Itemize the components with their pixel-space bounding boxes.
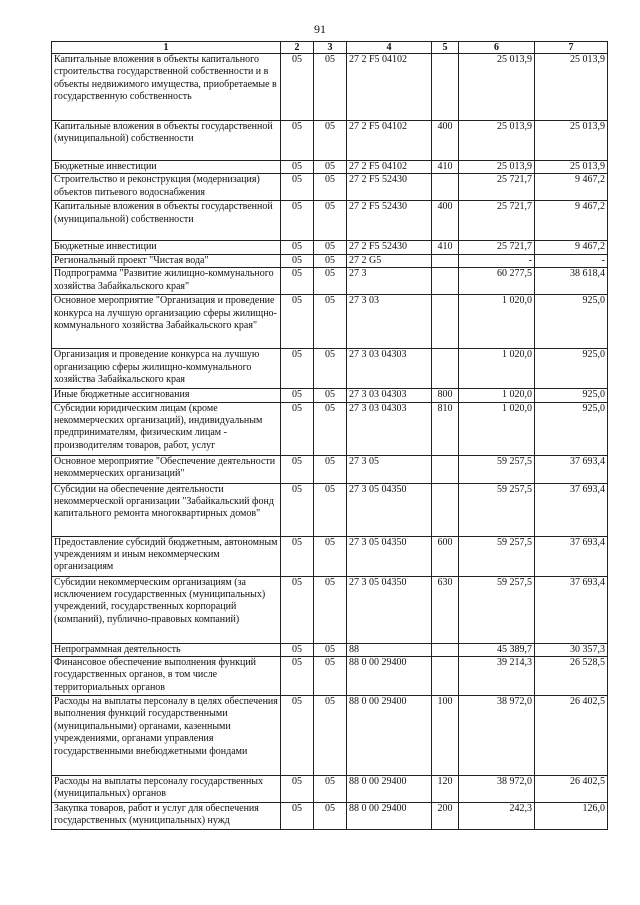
table-row <box>52 54 608 121</box>
table-row <box>52 174 608 201</box>
row-name-cell: Подпрограмма "Развитие жилищно-коммунального хозяйства Забайкальского края" <box>52 268 281 295</box>
table-row <box>52 776 608 803</box>
row-c2-cell: 05 <box>281 776 314 803</box>
row-c6-cell: 1 020,0 <box>459 402 535 455</box>
row-c2-cell: 05 <box>281 803 314 830</box>
row-c5-cell: 810 <box>432 402 459 455</box>
row-name-cell: Субсидии некоммерческим организациям (за исключением государственных (муниципальных) учреждений, государственных корпораций (компаний), публично-правовых компаний) <box>52 576 281 643</box>
column-header: 1 <box>52 42 281 54</box>
row-c4-cell: 27 3 03 <box>347 295 432 349</box>
row-c2-cell: 05 <box>281 657 314 696</box>
row-c7-cell: 37 693,4 <box>535 576 608 643</box>
row-c4-cell: 27 2 F5 52430 <box>347 174 432 201</box>
row-c7-cell: 126,0 <box>535 803 608 830</box>
table-row <box>52 161 608 174</box>
row-c3-cell: 05 <box>314 776 347 803</box>
row-c2-cell: 05 <box>281 643 314 656</box>
row-c5-cell: 410 <box>432 241 459 254</box>
row-name-cell: Иные бюджетные ассигнования <box>52 389 281 402</box>
row-c6-cell: - <box>459 254 535 267</box>
row-c3-cell: 05 <box>314 483 347 536</box>
column-header: 4 <box>347 42 432 54</box>
table-row <box>52 657 608 696</box>
row-c2-cell: 05 <box>281 254 314 267</box>
row-c4-cell: 27 3 05 04350 <box>347 536 432 576</box>
row-c4-cell: 27 2 F5 04102 <box>347 121 432 161</box>
row-name-cell: Основное мероприятие "Обеспечение деятельности некоммерческих организаций" <box>52 455 281 483</box>
row-c4-cell: 88 0 00 29400 <box>347 657 432 696</box>
row-c4-cell: 27 2 F5 04102 <box>347 161 432 174</box>
table-row <box>52 349 608 389</box>
row-c6-cell: 39 214,3 <box>459 657 535 696</box>
row-c6-cell: 59 257,5 <box>459 576 535 643</box>
row-c6-cell: 38 972,0 <box>459 696 535 776</box>
row-c7-cell: 26 402,5 <box>535 776 608 803</box>
table-row <box>52 643 608 656</box>
row-c2-cell: 05 <box>281 483 314 536</box>
row-c3-cell: 05 <box>314 254 347 267</box>
row-c5-cell <box>432 54 459 121</box>
table-row <box>52 389 608 402</box>
row-c5-cell <box>432 483 459 536</box>
table-row <box>52 268 608 295</box>
row-c6-cell: 25 721,7 <box>459 201 535 241</box>
table-row <box>52 201 608 241</box>
row-c5-cell: 800 <box>432 389 459 402</box>
row-c3-cell: 05 <box>314 241 347 254</box>
row-c6-cell: 60 277,5 <box>459 268 535 295</box>
row-c7-cell: - <box>535 254 608 267</box>
row-c7-cell: 25 013,9 <box>535 121 608 161</box>
row-name-cell: Капитальные вложения в объекты государственной (муниципальной) собственности <box>52 201 281 241</box>
row-c2-cell: 05 <box>281 268 314 295</box>
row-c7-cell: 9 467,2 <box>535 174 608 201</box>
table-row <box>52 254 608 267</box>
row-c7-cell: 25 013,9 <box>535 161 608 174</box>
row-c7-cell: 38 618,4 <box>535 268 608 295</box>
row-c5-cell <box>432 254 459 267</box>
row-c6-cell: 59 257,5 <box>459 455 535 483</box>
table-row <box>52 402 608 455</box>
row-c4-cell: 27 2 F5 04102 <box>347 54 432 121</box>
column-header: 5 <box>432 42 459 54</box>
table-row <box>52 241 608 254</box>
column-header: 7 <box>535 42 608 54</box>
table-row <box>52 483 608 536</box>
row-name-cell: Основное мероприятие "Организация и проведение конкурса на лучшую организацию сферы жилищно-коммунального хозяйства Забайкальского края" <box>52 295 281 349</box>
row-c4-cell: 27 3 05 04350 <box>347 576 432 643</box>
row-name-cell: Бюджетные инвестиции <box>52 241 281 254</box>
row-c5-cell <box>432 349 459 389</box>
row-c3-cell: 05 <box>314 201 347 241</box>
row-c4-cell: 27 3 03 04303 <box>347 349 432 389</box>
row-c4-cell: 88 0 00 29400 <box>347 776 432 803</box>
row-c5-cell <box>432 643 459 656</box>
row-c2-cell: 05 <box>281 389 314 402</box>
row-c7-cell: 26 402,5 <box>535 696 608 776</box>
row-c3-cell: 05 <box>314 643 347 656</box>
row-c4-cell: 27 3 03 04303 <box>347 402 432 455</box>
row-name-cell: Организация и проведение конкурса на лучшую организацию сферы жилищно-коммунального хозяйства Забайкальского края <box>52 349 281 389</box>
row-c4-cell: 88 <box>347 643 432 656</box>
row-name-cell: Бюджетные инвестиции <box>52 161 281 174</box>
row-c6-cell: 25 013,9 <box>459 161 535 174</box>
row-c5-cell <box>432 455 459 483</box>
row-c4-cell: 27 3 05 04350 <box>347 483 432 536</box>
row-c7-cell: 37 693,4 <box>535 483 608 536</box>
row-c5-cell: 200 <box>432 803 459 830</box>
row-name-cell: Расходы на выплаты персоналу государственных (муниципальных) органов <box>52 776 281 803</box>
row-c5-cell: 400 <box>432 121 459 161</box>
row-c3-cell: 05 <box>314 349 347 389</box>
budget-table <box>51 41 608 830</box>
row-c6-cell: 242,3 <box>459 803 535 830</box>
row-c5-cell: 600 <box>432 536 459 576</box>
row-c5-cell <box>432 174 459 201</box>
table-row <box>52 696 608 776</box>
row-name-cell: Непрограммная деятельность <box>52 643 281 656</box>
row-c3-cell: 05 <box>314 295 347 349</box>
row-c5-cell <box>432 268 459 295</box>
row-name-cell: Предоставление субсидий бюджетным, автономным учреждениям и иным некоммерческим организациям <box>52 536 281 576</box>
row-c5-cell: 410 <box>432 161 459 174</box>
row-name-cell: Строительство и реконструкция (модернизация) объектов питьевого водоснабжения <box>52 174 281 201</box>
row-c2-cell: 05 <box>281 349 314 389</box>
row-c2-cell: 05 <box>281 696 314 776</box>
row-c2-cell: 05 <box>281 576 314 643</box>
row-c6-cell: 1 020,0 <box>459 389 535 402</box>
row-c5-cell: 100 <box>432 696 459 776</box>
table-row <box>52 803 608 830</box>
row-c2-cell: 05 <box>281 455 314 483</box>
row-c3-cell: 05 <box>314 657 347 696</box>
row-c3-cell: 05 <box>314 174 347 201</box>
table-header-row <box>52 42 608 54</box>
row-c6-cell: 1 020,0 <box>459 349 535 389</box>
row-c7-cell: 26 528,5 <box>535 657 608 696</box>
row-name-cell: Субсидии юридическим лицам (кроме некоммерческих организаций), индивидуальным предпринимателям, физическим лицам - производителям товаров, работ, услуг <box>52 402 281 455</box>
row-c2-cell: 05 <box>281 536 314 576</box>
row-c3-cell: 05 <box>314 536 347 576</box>
table-row <box>52 455 608 483</box>
row-c7-cell: 925,0 <box>535 349 608 389</box>
row-c7-cell: 25 013,9 <box>535 54 608 121</box>
row-c5-cell: 630 <box>432 576 459 643</box>
row-c4-cell: 27 2 F5 52430 <box>347 241 432 254</box>
row-c2-cell: 05 <box>281 241 314 254</box>
column-header: 6 <box>459 42 535 54</box>
row-c7-cell: 37 693,4 <box>535 536 608 576</box>
row-c4-cell: 27 2 F5 52430 <box>347 201 432 241</box>
row-c2-cell: 05 <box>281 161 314 174</box>
row-c2-cell: 05 <box>281 295 314 349</box>
row-c6-cell: 59 257,5 <box>459 483 535 536</box>
row-c4-cell: 27 3 03 04303 <box>347 389 432 402</box>
row-c3-cell: 05 <box>314 161 347 174</box>
row-c7-cell: 925,0 <box>535 295 608 349</box>
row-c3-cell: 05 <box>314 803 347 830</box>
row-c3-cell: 05 <box>314 121 347 161</box>
row-c6-cell: 59 257,5 <box>459 536 535 576</box>
row-c5-cell <box>432 657 459 696</box>
row-name-cell: Региональный проект "Чистая вода" <box>52 254 281 267</box>
row-c5-cell: 120 <box>432 776 459 803</box>
row-c3-cell: 05 <box>314 54 347 121</box>
row-c2-cell: 05 <box>281 402 314 455</box>
row-c3-cell: 05 <box>314 455 347 483</box>
column-header: 3 <box>314 42 347 54</box>
row-c6-cell: 25 013,9 <box>459 54 535 121</box>
row-c2-cell: 05 <box>281 121 314 161</box>
row-name-cell: Расходы на выплаты персоналу в целях обеспечения выполнения функций государственными (муниципальными) органами, казенными учреждениями, органами управления государственными внебюджетными фондами <box>52 696 281 776</box>
row-c3-cell: 05 <box>314 402 347 455</box>
row-c4-cell: 27 3 <box>347 268 432 295</box>
table-row <box>52 121 608 161</box>
row-c5-cell: 400 <box>432 201 459 241</box>
table-row <box>52 576 608 643</box>
row-c3-cell: 05 <box>314 389 347 402</box>
row-c3-cell: 05 <box>314 268 347 295</box>
row-c5-cell <box>432 295 459 349</box>
row-name-cell: Субсидии на обеспечение деятельности некоммерческой организации "Забайкальский фонд капитального ремонта многоквартирных домов" <box>52 483 281 536</box>
row-c4-cell: 88 0 00 29400 <box>347 696 432 776</box>
column-header: 2 <box>281 42 314 54</box>
row-c4-cell: 27 2 G5 <box>347 254 432 267</box>
row-c6-cell: 25 013,9 <box>459 121 535 161</box>
row-c7-cell: 9 467,2 <box>535 201 608 241</box>
row-c7-cell: 925,0 <box>535 389 608 402</box>
row-c3-cell: 05 <box>314 696 347 776</box>
row-c6-cell: 1 020,0 <box>459 295 535 349</box>
table-row <box>52 536 608 576</box>
row-c3-cell: 05 <box>314 576 347 643</box>
row-c2-cell: 05 <box>281 174 314 201</box>
table-row <box>52 295 608 349</box>
row-name-cell: Закупка товаров, работ и услуг для обеспечения государственных (муниципальных) нужд <box>52 803 281 830</box>
row-name-cell: Капитальные вложения в объекты капитального строительства государственной собственности и в объекты недвижимого имущества, приобретаемые в государственную собственность <box>52 54 281 121</box>
row-c6-cell: 45 389,7 <box>459 643 535 656</box>
row-c4-cell: 27 3 05 <box>347 455 432 483</box>
row-c6-cell: 25 721,7 <box>459 174 535 201</box>
row-c7-cell: 925,0 <box>535 402 608 455</box>
row-c7-cell: 30 357,3 <box>535 643 608 656</box>
row-c6-cell: 38 972,0 <box>459 776 535 803</box>
row-name-cell: Финансовое обеспечение выполнения функций государственных органов, в том числе территориальных органов <box>52 657 281 696</box>
row-c6-cell: 25 721,7 <box>459 241 535 254</box>
row-c7-cell: 37 693,4 <box>535 455 608 483</box>
page-number: 91 <box>314 22 326 36</box>
row-c2-cell: 05 <box>281 201 314 241</box>
row-name-cell: Капитальные вложения в объекты государственной (муниципальной) собственности <box>52 121 281 161</box>
row-c2-cell: 05 <box>281 54 314 121</box>
row-c4-cell: 88 0 00 29400 <box>347 803 432 830</box>
row-c7-cell: 9 467,2 <box>535 241 608 254</box>
